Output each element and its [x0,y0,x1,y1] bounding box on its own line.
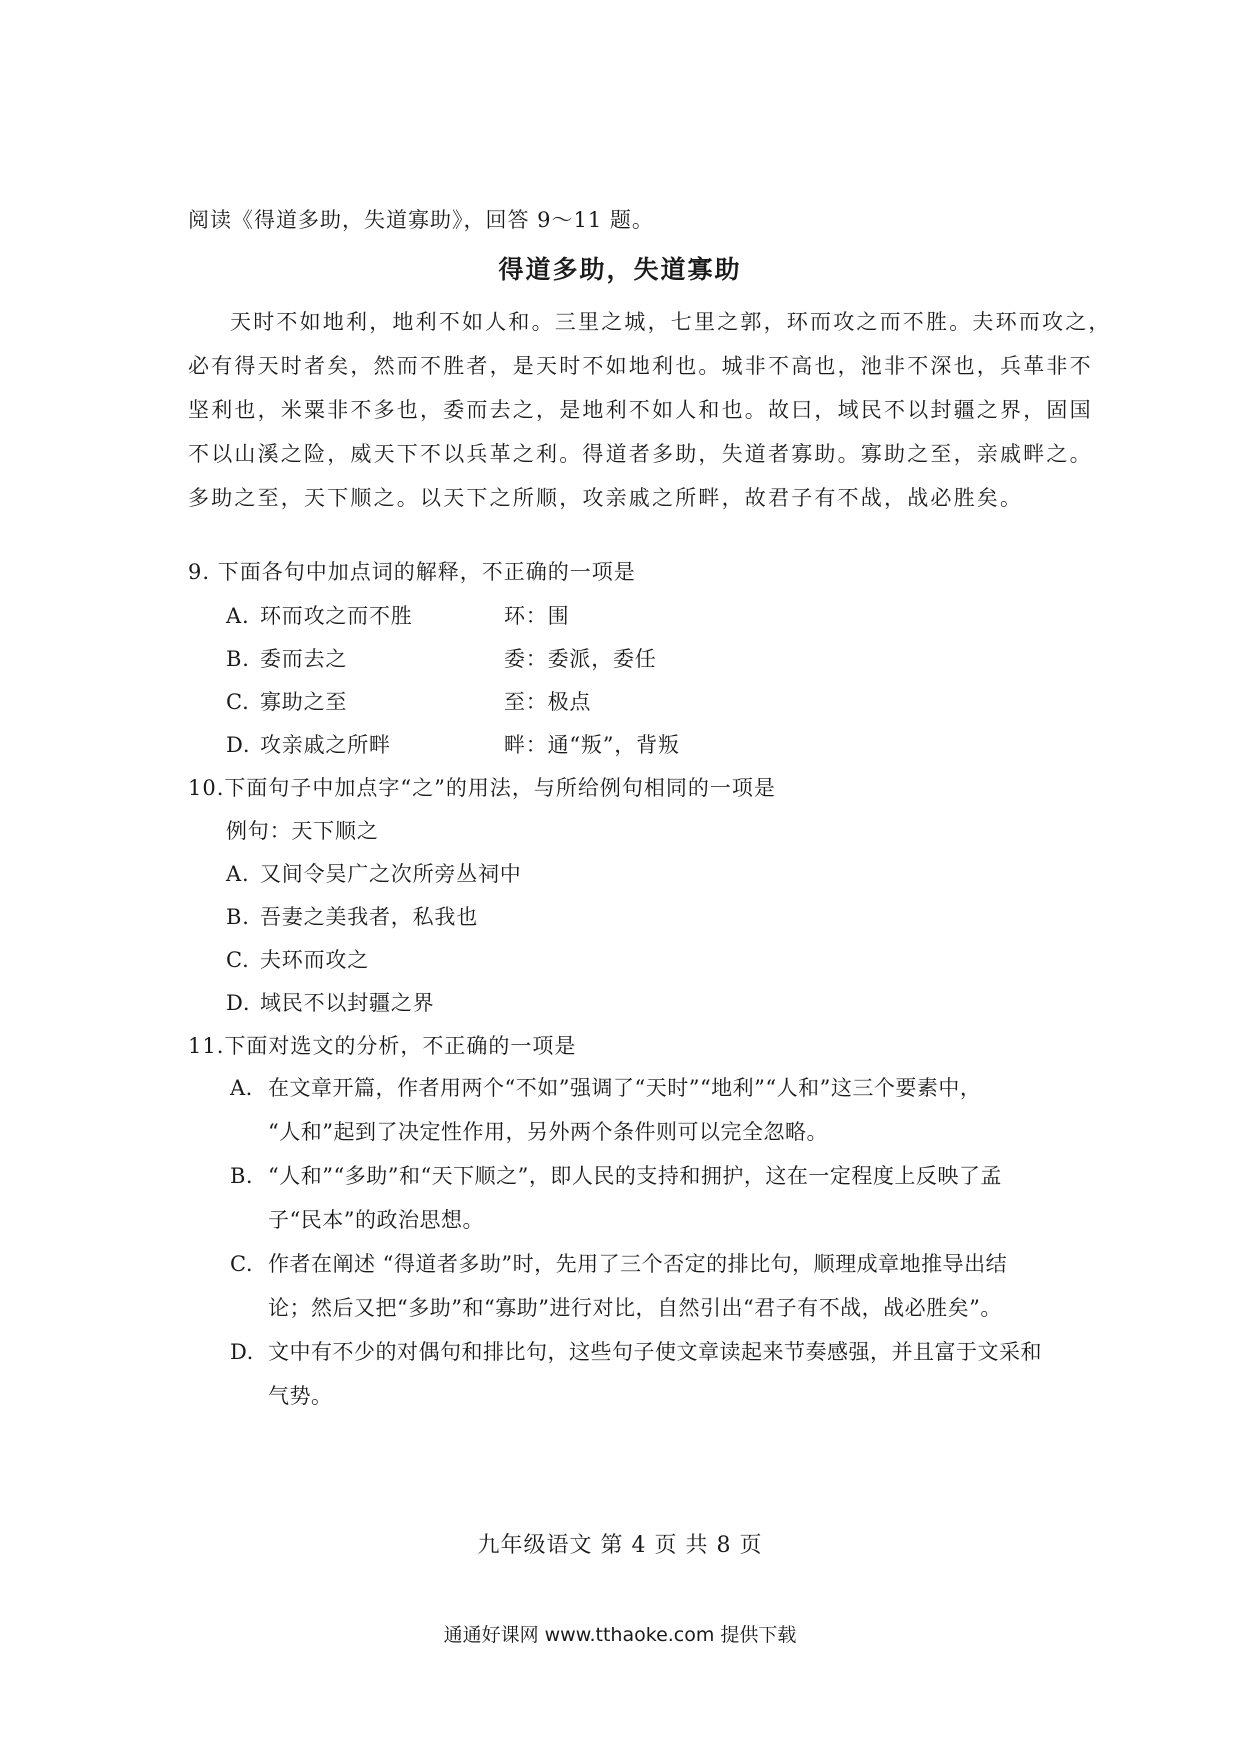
option-letter: C. [226,948,250,972]
option-letter: B. [226,905,250,929]
option-letter: B. [226,647,250,671]
q10-option-c [226,944,369,974]
q9-option-b [226,643,657,673]
option-text: 域民不以封疆之界 [260,991,435,1015]
option-letter: A. [226,862,250,886]
option-text: “人和”“多助”和“天下顺之”，即人民的支持和拥护，这在一定程度上反映了孟 [268,1164,1002,1188]
option-explanation: 委：委派，委任 [504,647,657,671]
option-letter: C. [226,690,250,714]
option-text: 环而攻之而不胜 [260,604,413,628]
download-watermark: 通通好课网 www.tthaoke.com 提供下载 [443,1624,797,1646]
option-text-continued: 气势。 [268,1384,333,1408]
option-text: 吾妻之美我者，私我也 [260,905,478,929]
option-text: 夫环而攻之 [260,948,369,972]
option-explanation: 环：围 [504,604,570,628]
page-footer: 九年级语文 第 4 页 共 8 页 [477,1533,763,1558]
reading-instruction: 阅读《得道多助，失道寡助》，回答 9～11 题。 [188,208,654,232]
option-text: 在文章开篇，作者用两个“不如”强调了“天时”“地利”“人和”这三个要素中， [268,1076,982,1100]
option-letter: D. [226,991,251,1015]
passage-line: 坚利也，米粟非不多也，委而去之，是地利不如人和也。故曰，域民不以封疆之界，固国 [188,398,1093,422]
question-9-stem: 9. 下面各句中加点词的解释，不正确的一项是 [188,560,636,584]
q11-option-b [230,1154,1090,1242]
q10-example: 例句：天下顺之 [226,819,379,843]
q11-option-c [230,1242,1090,1330]
q9-option-a [226,600,570,630]
option-text: 文中有不少的对偶句和排比句，这些句子使文章读起来节奏感强，并且富于文采和 [268,1340,1042,1364]
q11-option-d [230,1330,1090,1418]
passage-line: 天时不如地利，地利不如人和。三里之城，七里之郭，环而攻之而不胜。夫环而攻之， [230,310,1112,334]
passage-line: 多助之至，天下顺之。以天下之所顺，攻亲戚之所畔，故君子有不战，战必胜矣。 [188,486,1024,510]
option-letter: C. [230,1252,253,1276]
option-letter: A. [230,1076,253,1100]
option-letter: D. [230,1340,254,1364]
option-letter: D. [226,733,251,757]
option-text: 攻亲戚之所畔 [260,733,391,757]
option-text-continued: 子“民本”的政治思想。 [268,1208,484,1232]
q11-option-a [230,1066,1090,1154]
q9-option-c [226,686,592,716]
option-text: 委而去之 [260,647,348,671]
option-explanation: 至：极点 [504,690,592,714]
q9-option-d [226,729,680,759]
option-letter: A. [226,604,250,628]
passage-text [188,300,1112,520]
q10-option-d [226,987,434,1017]
passage-title: 得道多助，失道寡助 [498,255,742,284]
option-text: 又间令吴广之次所旁丛祠中 [260,862,522,886]
passage-line: 必有得天时者矣，然而不胜者，是天时不如地利也。城非不高也，池非不深也，兵革非不 [188,354,1093,378]
passage-line: 不以山溪之险，威天下不以兵革之利。得道者多助，失道者寡助。寡助之至，亲戚畔之。 [188,442,1093,466]
q10-option-a [226,858,522,888]
option-letter: B. [230,1164,254,1188]
option-text: 寡助之至 [260,690,348,714]
option-text-continued: 论；然后又把“多助”和“寡助”进行对比，自然引出“君子有不战，战必胜矣”。 [268,1296,1002,1320]
option-text-continued: “人和”起到了决定性作用，另外两个条件则可以完全忽略。 [268,1120,828,1144]
option-text: 作者在阐述 “得道者多助”时，先用了三个否定的排比句，顺理成章地推导出结 [268,1252,1008,1276]
question-11-stem: 11.下面对选文的分析，不正确的一项是 [188,1034,577,1058]
question-10-stem: 10.下面句子中加点字“之”的用法，与所给例句相同的一项是 [188,776,776,800]
q10-option-b [226,901,478,931]
option-explanation: 畔：通“叛”，背叛 [504,733,680,757]
